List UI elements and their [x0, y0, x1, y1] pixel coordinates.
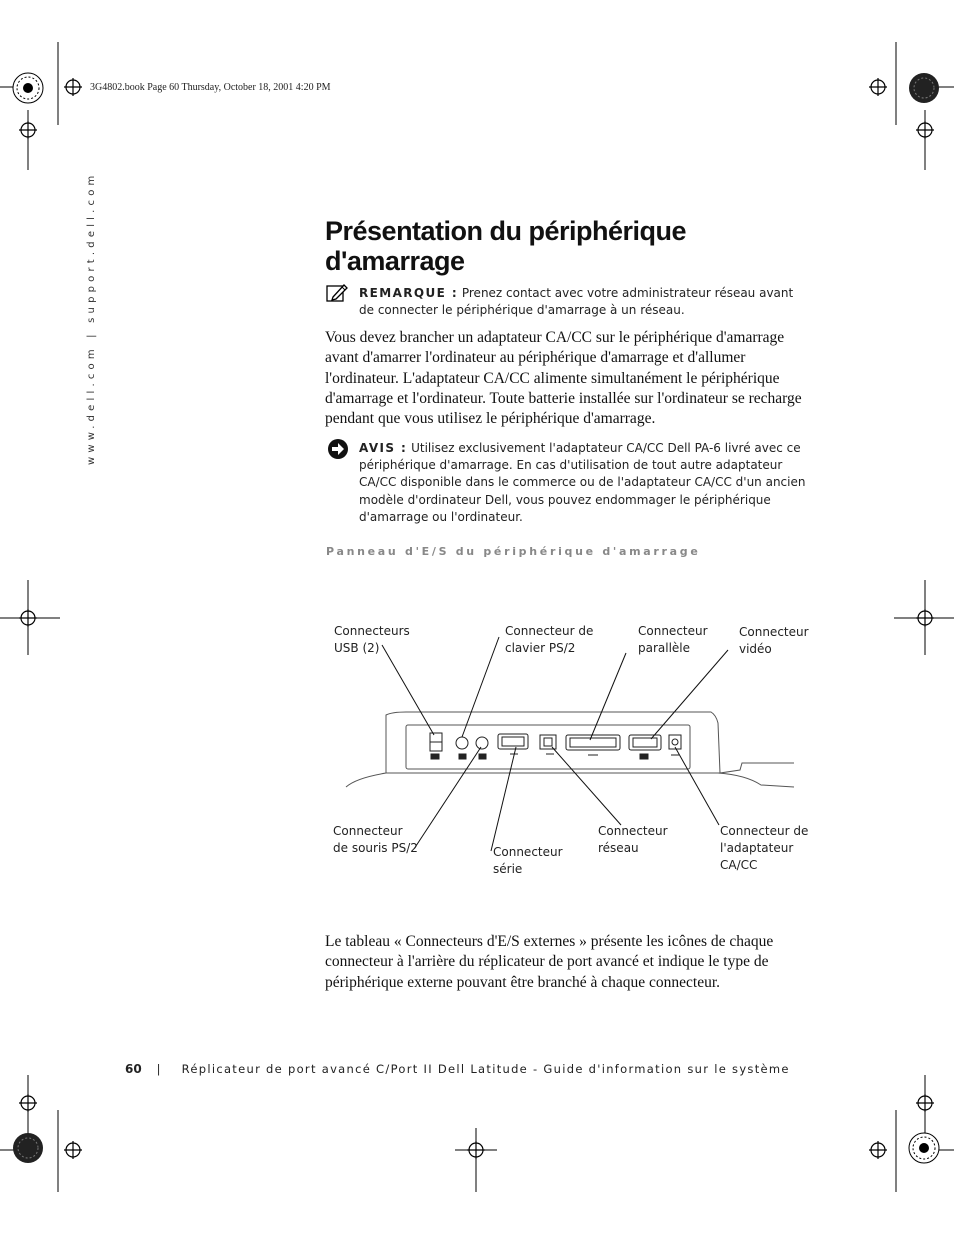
footer-separator: | [156, 1062, 162, 1076]
book-info-header: 3G4802.book Page 60 Thursday, October 18, 2001 4:20 PM [90, 82, 331, 93]
notice-label: AVIS : [359, 441, 408, 455]
label-acdc-connector: Connecteur de l'adaptateur CA/CC [720, 824, 809, 872]
page-number: 60 [125, 1062, 142, 1076]
notice-text: Utilisez exclusivement l'adaptateur CA/CC Dell PA-6 livré avec ce périphérique d'amarrage. En cas d'utilisation de tout autre adaptateur CA/CC disponible dans le commerce ou de l'adaptateur CA/CC d'un ancien modèle d'ordinateur Dell, vous pouvez endommager le périphérique d'amarrage ou l'ordinateur. [359, 441, 806, 524]
pencil-note-icon [326, 283, 348, 303]
title-line-2: d'amarrage [325, 246, 465, 276]
side-url: www.dell.com | support.dell.com [86, 171, 97, 465]
note-label: REMARQUE : [359, 286, 459, 300]
footer-title: Réplicateur de port avancé C/Port II Dell Latitude - Guide d'information sur le système [181, 1062, 790, 1076]
note-block [359, 285, 799, 319]
label-usb-connectors: Connecteurs USB (2) [334, 624, 410, 655]
page-footer [125, 1062, 790, 1076]
io-panel-diagram [326, 615, 809, 885]
label-parallel-connector: Connecteur parallèle [638, 624, 708, 655]
label-video-connector: Connecteur vidéo [739, 625, 809, 656]
table-reference-paragraph: Le tableau « Connecteurs d'E/S externes » présente les icônes de chaque connecteur à l'arrière du réplicateur de port avancé et indique le type de périphérique externe pouvant être branché à chaque connecteur. [325, 933, 774, 991]
note-text: Prenez contact avec votre administrateur réseau avant de connecter le périphérique d'amarrage à un réseau. [359, 286, 794, 317]
notice-block [359, 440, 809, 526]
label-network-connector: Connecteur réseau [598, 824, 668, 855]
title-line-1: Présentation du périphérique [325, 216, 687, 246]
label-mouse-connector: Connecteur de souris PS/2 [333, 824, 418, 855]
figure-caption: Panneau d'E/S du périphérique d'amarrage [326, 545, 701, 558]
page-title [325, 216, 805, 276]
intro-paragraph: Vous devez brancher un adaptateur CA/CC sur le périphérique d'amarrage avant d'amarrer l'ordinateur au périphérique d'amarrage et d'allumer l'ordinateur. L'adaptateur CA/CC alimente simultanément le périphérique d'amarrage et l'ordinateur. Toute batterie installée sur l'ordinateur se recharge pendant que vous utilisez le périphérique d'amarrage. [325, 329, 802, 428]
label-keyboard-connector: Connecteur de clavier PS/2 [505, 624, 594, 655]
label-serial-connector: Connecteur série [493, 845, 563, 876]
arrow-circle-icon [327, 438, 349, 460]
